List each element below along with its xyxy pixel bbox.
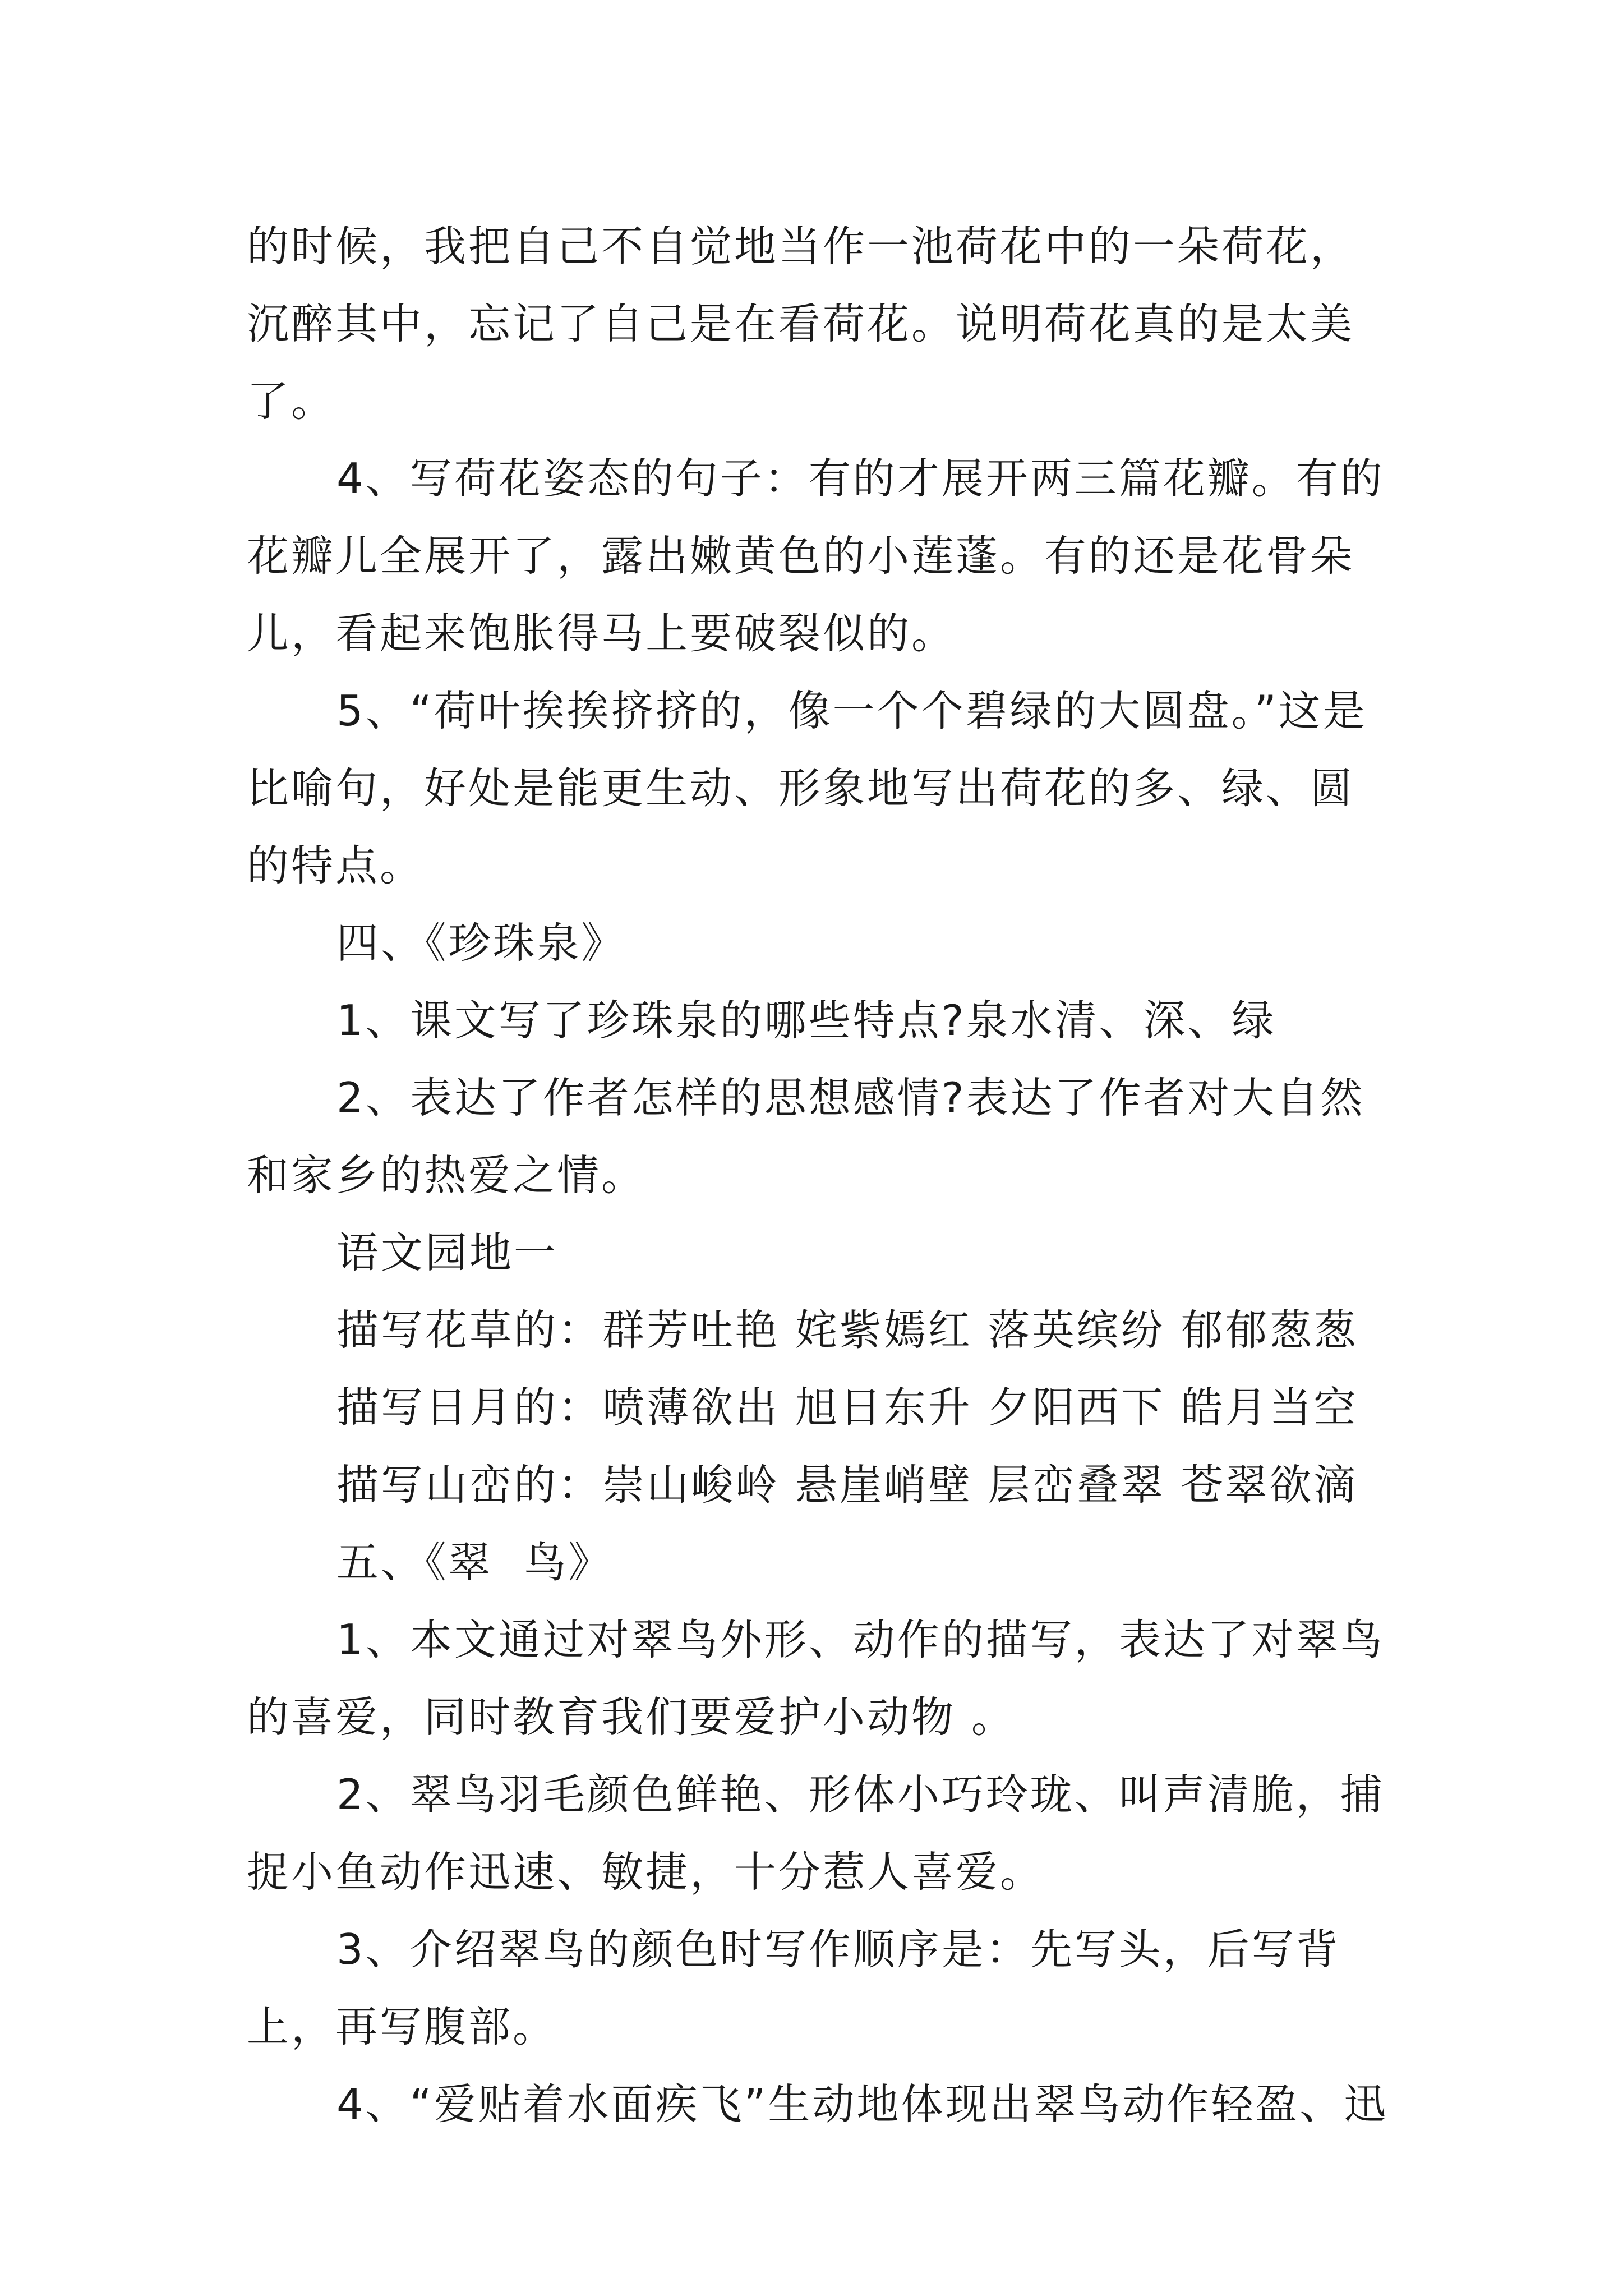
section-heading-language-garden: 语文园地一 [336,1228,559,1277]
paragraph-idioms-sun-moon: 描写日月的：喷薄欲出 旭日东升 夕阳西下 皓月当空 [336,1383,1358,1432]
paragraph-kingfisher-theme: 1、本文通过对翠鸟外形、动作的描写，表达了对翠鸟的喜爱，同时教育我们要爱护小动物 。 [247,1615,1385,1742]
section-heading-pearl-spring: 四、《珍珠泉》 [336,918,626,968]
paragraph-idioms-mountains: 描写山峦的：崇山峻岭 悬崖峭壁 层峦叠翠 苍翠欲滴 [336,1460,1358,1510]
paragraph-kingfisher-traits: 2、翠鸟羽毛颜色鲜艳、形体小巧玲珑、叫声清脆，捕捉小鱼动作迅速、敏捷，十分惹人喜爱。 [247,1770,1385,1897]
document-body [247,208,1391,2143]
section-heading-kingfisher: 五、《翠 鸟》 [336,1538,613,1587]
paragraph-lotus-leaf-metaphor: 5、“荷叶挨挨挤挤的，像一个个碧绿的大圆盘。”这是比喻句，好处是能更生动、形象地写出荷花的多、绿、圆的特点。 [247,686,1367,890]
paragraph-continuation: 的时候，我把自己不自觉地当作一池荷花中的一朵荷花，沉醉其中，忘记了自己是在看荷花。说明荷花真的是太美了。 [247,222,1355,426]
paragraph-idioms-flowers: 描写花草的：群芳吐艳 姹紫嫣红 落英缤纷 郁郁葱葱 [336,1305,1358,1355]
paragraph-pearl-spring-emotion: 2、表达了作者怎样的思想感情?表达了作者对大自然和家乡的热爱之情。 [247,1073,1365,1200]
paragraph-pearl-spring-features: 1、课文写了珍珠泉的哪些特点?泉水清、深、绿 [336,996,1276,1045]
paragraph-kingfisher-color-order: 3、介绍翠鸟的颜色时写作顺序是：先写头，后写背上，再写腹部。 [247,1925,1340,2051]
paragraph-kingfisher-flight: 4、“爱贴着水面疾飞”生动地体现出翠鸟动作轻盈、迅 [336,2079,1389,2129]
paragraph-lotus-posture: 4、写荷花姿态的句子：有的才展开两三篇花瓣。有的花瓣儿全展开了，露出嫩黄色的小莲蓬。有的还是花骨朵儿，看起来饱胀得马上要破裂似的。 [247,454,1385,658]
